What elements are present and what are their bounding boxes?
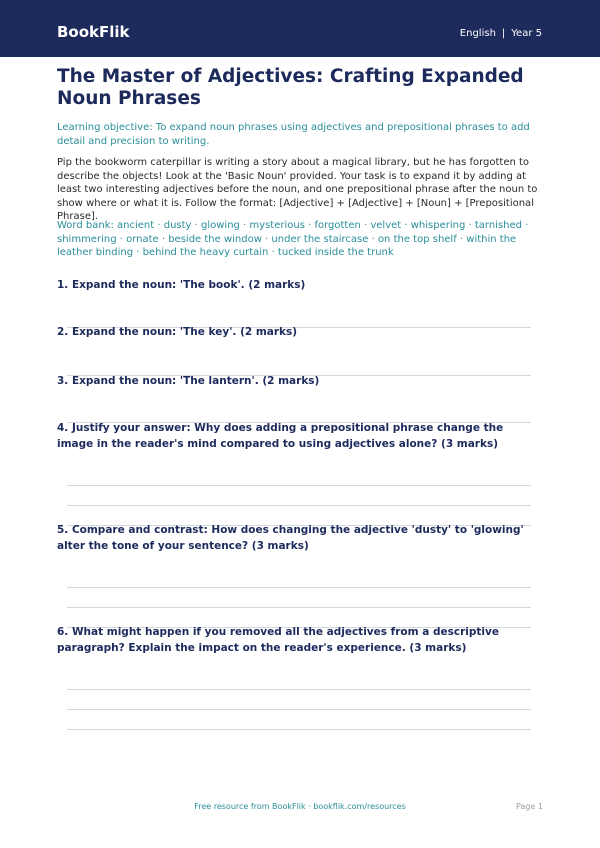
answer-line[interactable] [67,709,531,710]
answer-line[interactable] [67,587,531,588]
header-bar [0,0,600,57]
question-4: 4. Justify your answer: Why does adding a prepositional phrase change the image in the reader's mind compared to using adjectives alone? (3 marks) [57,422,504,450]
answer-line[interactable] [67,607,531,608]
question-2: 2. Expand the noun: 'The key'. (2 marks) [57,326,298,338]
intro-text: Pip the bookworm caterpillar is writing a story about a magical library, but he has forgotten to describe the objects! Look at the 'Basic Noun' provided. Your task is to expand it by adding at least two interesting adjectives before the noun, and one prepositional phrase after the noun to show where or what it is. Follow the format: [Adjective] + [Adjective] + [Noun] + [Prepositional Phrase]. [57,157,538,223]
word-bank: Word bank: ancient · dusty · glowing · mysterious · forgotten · velvet · whispering · tarnished · shimmering · ornate · beside the window · under the staircase · on the top shelf · within the leather binding · behind the heavy curtain · tucked inside the trunk [57,220,529,259]
year-label: Year 5 [511,28,542,39]
question-5: 5. Compare and contrast: How does changing the adjective 'dusty' to 'glowing' alter the tone of your sentence? (3 marks) [57,524,524,552]
answer-line[interactable] [67,505,531,506]
learning-objective: Learning objective: To expand noun phrases using adjectives and prepositional phrases to add detail and precision to writing. [57,122,530,147]
question-1: 1. Expand the noun: 'The book'. (2 marks) [57,279,306,291]
subject-label: English [459,28,496,39]
brand-logo[interactable]: BookFlik [57,23,130,41]
answer-line[interactable] [67,729,531,730]
subject-separator: | [501,28,506,39]
question-3: 3. Expand the noun: 'The lantern'. (2 marks) [57,375,320,387]
page-number: Page 1 [516,802,543,811]
subject-year [460,27,542,41]
page-title: The Master of Adjectives: Crafting Expanded Noun Phrases [57,66,524,109]
answer-line[interactable] [67,485,531,486]
question-6: 6. What might happen if you removed all the adjectives from a descriptive paragraph? Explain the impact on the reader's experience. (3 marks) [57,626,499,654]
answer-line[interactable] [67,689,531,690]
footer-credit[interactable]: Free resource from BookFlik · bookflik.com/resources [194,802,406,811]
